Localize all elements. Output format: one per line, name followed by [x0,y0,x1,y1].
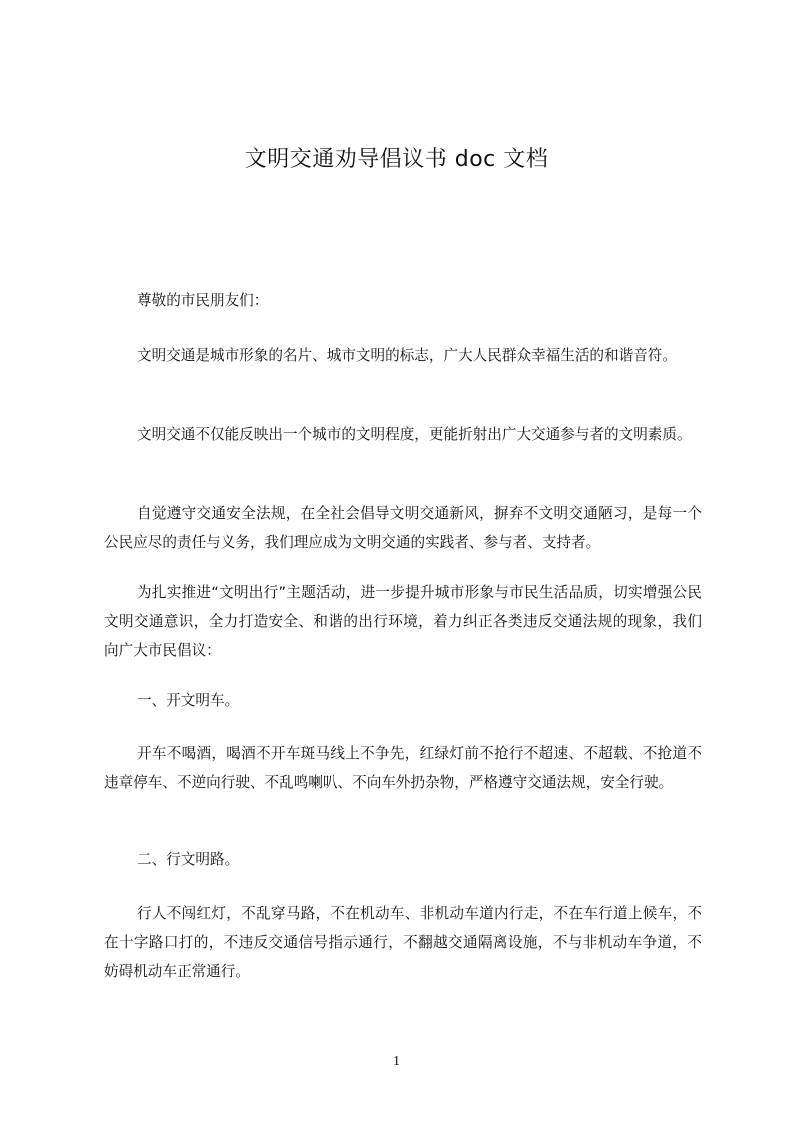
section-heading-text: 一、开文明车。 [137,692,240,709]
paragraph-text: 行人不闯红灯，不乱穿马路，不在机动车、非机动车道内行走，不在车行道上候车，不在十字路口打的，不违反交通信号指示通行，不翻越交通隔离设施，不与非机动车争道，不妨碍机动车正常通行。 [104,905,702,980]
paragraph-text: 为扎实推进“文明出行”主题活动，进一步提升城市形象与市民生活品质，切实增强公民文明交通意识，全力打造安全、和谐的出行环境，着力纠正各类违反交通法规的现象，我们向广大市民倡议： [104,584,702,659]
paragraph-4 [104,578,702,665]
paragraph-text: 文明交通不仅能反映出一个城市的文明程度，更能折射出广大交通参与者的文明素质。 [137,426,692,443]
salutation [104,286,702,315]
paragraph-text: 文明交通是城市形象的名片、城市文明的标志，广大人民群众幸福生活的和谐音符。 [137,347,677,364]
document-title: 文明交通劝导倡议书 doc 文档 [244,147,549,172]
section-heading-text: 二、行文明路。 [137,851,240,868]
salutation-text: 尊敬的市民朋友们： [137,292,269,309]
section-2-paragraph [104,899,702,986]
paragraph-3 [104,499,702,557]
paragraph-text: 开车不喝酒，喝酒不开车斑马线上不争先，红绿灯前不抢行不超速、不超载、不抢道不违章停车、不逆向行驶、不乱鸣喇叭、不向车外扔杂物，严格遵守交通法规，安全行驶。 [104,745,702,791]
paragraph-2 [104,420,702,449]
paragraph-text: 自觉遵守交通安全法规，在全社会倡导文明交通新风，摒弃不文明交通陋习，是每一个公民应尽的责任与义务，我们理应成为文明交通的实践者、参与者、支持者。 [104,505,702,551]
section-1-heading [104,686,702,715]
section-2-heading [104,845,702,874]
section-1-paragraph [104,739,702,797]
page-number: 1 [393,1054,400,1069]
paragraph-1 [104,341,702,370]
